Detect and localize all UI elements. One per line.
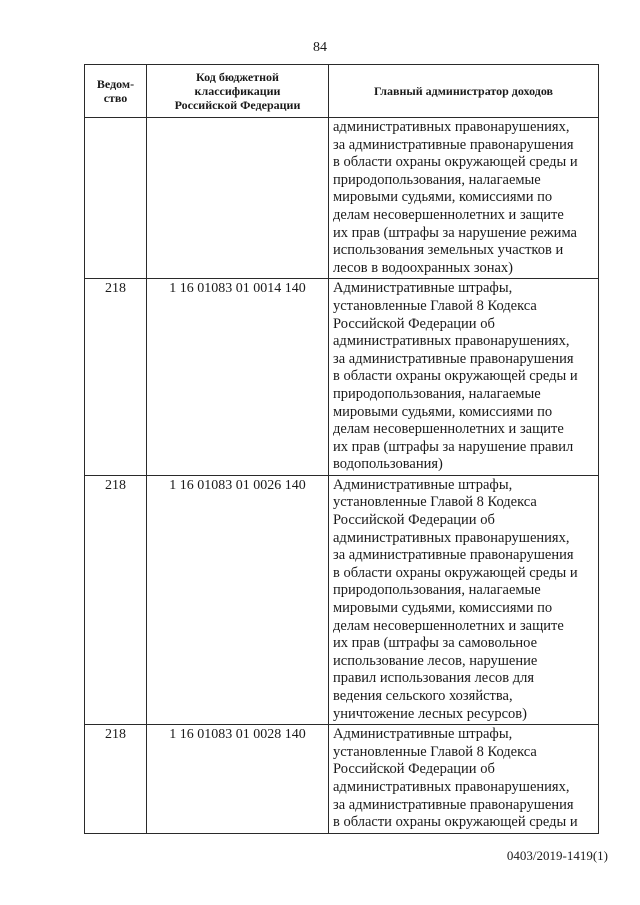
administrator-description-cell (329, 279, 599, 476)
description-line: установленные Главой 8 Кодекса (333, 494, 537, 511)
table-header-row (85, 65, 599, 118)
table-row (85, 475, 599, 724)
description-line: их прав (штрафы за нарушение режима (333, 224, 577, 241)
description-line: использования земельных участков и (333, 242, 564, 259)
description-line: делам несовершеннолетних и защите (333, 206, 564, 223)
description-line: административных правонарушениях, (333, 333, 570, 350)
header-department-line: Ведом- (96, 77, 135, 91)
description-line: в области охраны окружающей среды и (333, 368, 578, 385)
administrator-description-cell (329, 475, 599, 724)
description-line: их прав (штрафы за самовольное (333, 635, 538, 652)
description-line: Административные штрафы, (333, 280, 513, 297)
table-body (85, 118, 599, 834)
description-line: правил использования лесов для (333, 670, 535, 687)
table-row (85, 279, 599, 476)
description-line: лесов в водоохранных зонах) (333, 259, 513, 276)
description-line: их прав (штрафы за нарушение правил (333, 438, 574, 455)
description-line: мировыми судьями, комиссиями по (333, 600, 553, 617)
description-line: мировыми судьями, комиссиями по (333, 403, 553, 420)
description-line: Российской Федерации об (333, 512, 495, 529)
description-line: природопользования, налагаемые (333, 385, 541, 402)
header-department-line: ство (103, 91, 128, 105)
administrator-description-cell (329, 725, 599, 834)
description-line: за административные правонарушения (333, 796, 574, 813)
description-line: установленные Главой 8 Кодекса (333, 297, 537, 314)
description-line: в области охраны окружающей среды и (333, 564, 578, 581)
description-line: административных правонарушениях, (333, 778, 570, 795)
description-line: за административные правонарушения (333, 547, 574, 564)
header-code (147, 65, 329, 118)
description-line: использование лесов, нарушение (333, 652, 538, 669)
description-line: Российской Федерации об (333, 315, 495, 332)
description-line: Административные штрафы, (333, 726, 513, 743)
header-code-line: Код бюджетной (196, 70, 279, 84)
budget-code-cell: 1 16 01083 01 0014 140 (147, 279, 329, 476)
header-administrator: Главный администратор доходов (329, 65, 599, 118)
description-line: природопользования, налагаемые (333, 171, 541, 188)
description-line: мировыми судьями, комиссиями по (333, 189, 553, 206)
administrator-description-cell (329, 118, 599, 279)
header-department (85, 65, 147, 118)
header-code-line: Российской Федерации (174, 98, 301, 112)
page-number: 84 (313, 40, 327, 55)
description-line: за административные правонарушения (333, 136, 574, 153)
description-line: Административные штрафы, (333, 476, 513, 493)
budget-code-cell (147, 118, 329, 279)
department-cell: 218 (85, 279, 147, 476)
department-cell (85, 118, 147, 279)
table-row (85, 118, 599, 279)
budget-code-cell: 1 16 01083 01 0028 140 (147, 725, 329, 834)
header-code-line: классификации (194, 84, 281, 98)
description-line: Российской Федерации об (333, 761, 495, 778)
description-line: установленные Главой 8 Кодекса (333, 743, 537, 760)
budget-code-cell: 1 16 01083 01 0026 140 (147, 475, 329, 724)
department-cell: 218 (85, 475, 147, 724)
table-row (85, 725, 599, 834)
description-line: уничтожение лесных ресурсов) (333, 705, 527, 722)
description-line: делам несовершеннолетних и защите (333, 421, 564, 438)
description-line: в области охраны окружающей среды и (333, 814, 578, 831)
description-line: природопользования, налагаемые (333, 582, 541, 599)
description-line: за административные правонарушения (333, 350, 574, 367)
description-line: административных правонарушениях, (333, 119, 570, 135)
department-cell: 218 (85, 725, 147, 834)
description-line: в области охраны окружающей среды и (333, 154, 578, 171)
description-line: административных правонарушениях, (333, 529, 570, 546)
description-line: водопользования) (333, 456, 443, 473)
description-line: делам несовершеннолетних и защите (333, 617, 564, 634)
description-line: ведения сельского хозяйства, (333, 688, 513, 704)
document-code: 0403/2019-1419(1) (506, 848, 608, 863)
budget-classification-table (84, 64, 599, 834)
